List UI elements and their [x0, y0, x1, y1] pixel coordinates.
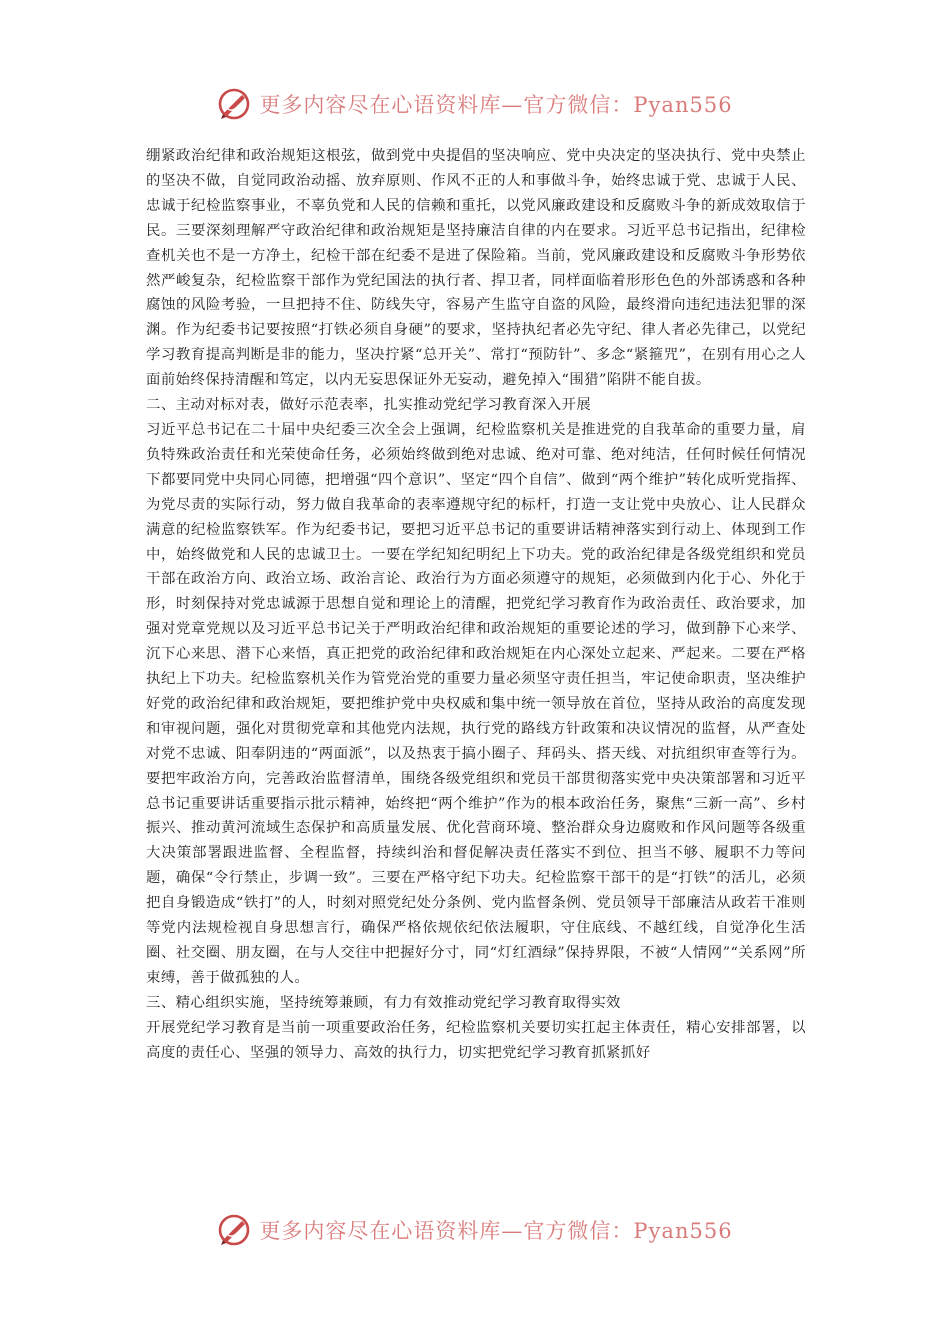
- watermark-text: 更多内容尽在心语资料库—官方微信：Pyan556: [259, 1219, 733, 1243]
- watermark-text: 更多内容尽在心语资料库—官方微信：Pyan556: [259, 93, 733, 117]
- paragraph-3: 开展党纪学习教育是当前一项重要政治任务，纪检监察机关要切实扛起主体责任，精心安排部署，以高度的责任心、坚强的领导力、高效的执行力，切实把党纪学习教育抓紧抓好: [146, 1019, 806, 1061]
- header-watermark: [0, 84, 950, 124]
- section-heading-2: 二、主动对标对表，做好示范表率，扎实推动党纪学习教育深入开展: [146, 397, 592, 414]
- paragraph-2: 习近平总书记在二十届中央纪委三次全会上强调，纪检监察机关是推进党的自我革命的重要力量，肩负特殊政治责任和光荣使命任务，必须始终做到绝对忠诚、绝对可靠、绝对纯洁，任何时候任何情况下都要同党中央同心同德，把增强“四个意识”、坚定“四个自信”、做到“两个维护”转化成听党指挥、为党尽责的实际行动，努力做自我革命的表率遵规守纪的标杆，打造一支让党中央放心、让人民群众满意的纪检监察铁军。作为纪委书记，要把习近平总书记的重要讲话精神落实到行动上、体现到工作中，始终做党和人民的忠诚卫士。一要在学纪知纪明纪上下功夫。党的政治纪律是各级党组织和党员干部在政治方向、政治立场、政治言论、政治行为方面必须遵守的规矩，必须做到内化于心、外化于形，时刻保持对党忠诚源于思想自觉和理论上的清醒，把党纪学习教育作为政治责任、政治要求，加强对党章党规以及习近平总书记关于严明政治纪律和政治规矩的重要论述的学习，做到静下心来学、沉下心来思、潜下心来悟，真正把党的政治纪律和政治规矩在内心深处立起来、严起来。二要在严格执纪上下功夫。纪检监察机关作为管党治党的重要力量必须坚守责任担当，牢记使命职责，坚决维护好党的政治纪律和政治规矩，要把维护党中央权威和集中统一领导放在首位，坚持从政治的高度发现和审视问题，强化对贯彻党章和其他党内法规，执行党的路线方针政策和决议情况的监督，从严查处对党不忠诚、阳奉阴违的“两面派”，以及热衷于搞小圈子、拜码头、搭天线、对抗组织审查等行为。要把牢政治方向，完善政治监督清单，围绕各级党组织和党员干部贯彻落实党中央决策部署和习近平总书记重要讲话重要指示批示精神，始终把“两个维护”作为的根本政治任务，聚焦“三新一高”、乡村振兴、推动黄河流域生态保护和高质量发展、优化营商环境、整治群众身边腐败和作风问题等各级重大决策部署跟进监督、全程监督，持续纠治和督促解决责任落实不到位、担当不够、履职不力等问题，确保“令行禁止，步调一致”。三要在严格守纪下功夫。纪检监察干部干的是“打铁”的活儿，必须把自身锻造成“铁打”的人，时刻对照党纪处分条例、党内监督条例、党员领导干部廉洁从政若干准则等党内法规检视自身思想言行，确保严格依规依纪依法履职，守住底线、不越红线，自觉净化生活圈、社交圈、朋友圈，在与人交往中把握好分寸，同“灯红酒绿”保持界限，不被“人情网”“关系网”所束缚，善于做孤独的人。: [146, 421, 806, 986]
- footer-watermark: [0, 1210, 950, 1250]
- document-body: [146, 144, 806, 1066]
- pen-circle-logo-icon: [217, 1213, 251, 1247]
- pen-circle-logo-icon: [217, 87, 251, 121]
- paragraph-1: 绷紧政治纪律和政治规矩这根弦，做到党中央提倡的坚决响应、党中央决定的坚决执行、党中央禁止的坚决不做，自觉同政治动摇、放弃原则、作风不正的人和事做斗争，始终忠诚于党、忠诚于人民、忠诚于纪检监察事业，不辜负党和人民的信赖和重托，以党风廉政建设和反腐败斗争的新成效取信于民。三要深刻理解严守政治纪律和政治规矩是坚持廉洁自律的内在要求。习近平总书记指出，纪律检查机关也不是一方净土，纪检干部在纪委不是进了保险箱。当前，党风廉政建设和反腐败斗争形势依然严峻复杂，纪检监察干部作为党纪国法的执行者、捍卫者，同样面临着形形色色的外部诱惑和各种腐蚀的风险考验，一旦把持不住、防线失守，容易产生监守自盗的风险，最终滑向违纪违法犯罪的深渊。作为纪委书记要按照“打铁必须自身硬”的要求，坚持执纪者必先守纪、律人者必先律己，以党纪学习教育提高判断是非的能力，坚决拧紧“总开关”、常打“预防针”、多念“紧箍咒”，在别有用心之人面前始终保持清醒和笃定，以内无妄思保证外无妄动，避免掉入“围猎”陷阱不能自拔。: [146, 148, 806, 389]
- section-heading-3: 三、精心组织实施，坚持统筹兼顾，有力有效推动党纪学习教育取得实效: [146, 994, 621, 1011]
